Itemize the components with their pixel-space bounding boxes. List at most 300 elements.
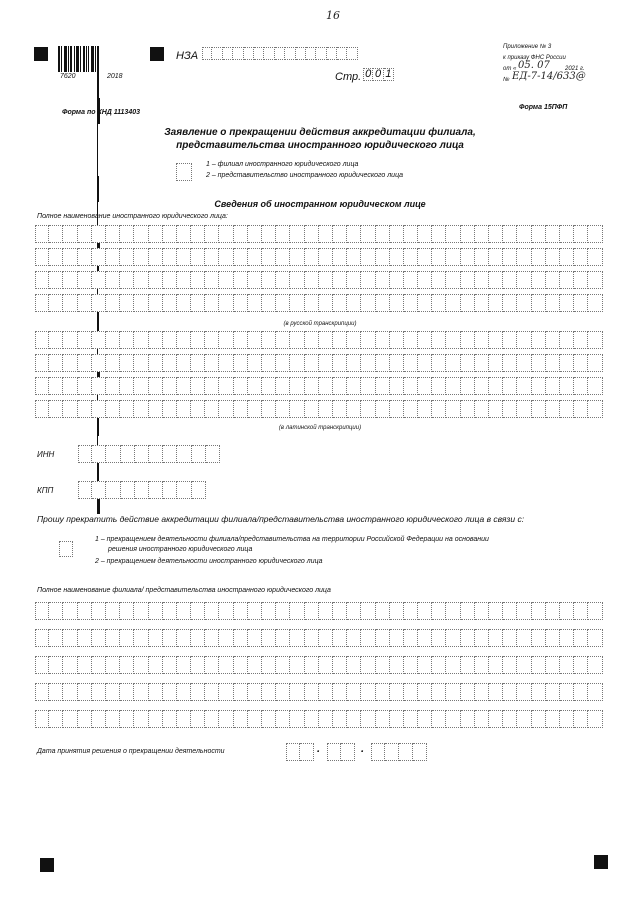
char-cell[interactable] [446,629,460,647]
char-cell[interactable] [418,354,432,372]
char-cell[interactable] [149,377,163,395]
char-cell[interactable] [376,629,390,647]
char-cell[interactable] [35,400,49,418]
char-cell[interactable] [205,683,219,701]
char-cell[interactable] [234,710,248,728]
char-cell[interactable] [234,377,248,395]
char-cell[interactable] [390,629,404,647]
char-cell[interactable] [134,354,148,372]
char-cell[interactable] [532,354,546,372]
char-cell[interactable] [489,354,503,372]
char-cell[interactable] [149,602,163,620]
char-cell[interactable] [234,271,248,289]
char-cell[interactable] [574,400,588,418]
char-cell[interactable] [347,377,361,395]
char-cell[interactable] [446,683,460,701]
date-year-cells[interactable] [371,743,427,761]
char-cell[interactable] [248,354,262,372]
char-cell[interactable] [319,683,333,701]
char-cell[interactable] [347,629,361,647]
char-cell[interactable] [361,331,375,349]
char-cell[interactable] [588,331,602,349]
char-cell[interactable] [149,271,163,289]
char-cell[interactable] [503,602,517,620]
char-cell[interactable] [446,656,460,674]
char-cell[interactable] [234,629,248,647]
char-cell[interactable] [361,354,375,372]
char-cell[interactable] [290,377,304,395]
char-cell[interactable] [305,710,319,728]
char-cell[interactable] [106,445,120,463]
char-cell[interactable] [219,683,233,701]
char-cell[interactable] [234,602,248,620]
char-cell[interactable] [560,656,574,674]
char-cell[interactable] [78,377,92,395]
char-cell[interactable] [489,377,503,395]
char-cell[interactable] [262,248,276,266]
char-cell[interactable] [276,331,290,349]
char-cell[interactable] [560,377,574,395]
char-cell[interactable] [327,743,341,761]
char-cell[interactable] [489,629,503,647]
char-cell[interactable] [588,710,602,728]
char-cell[interactable] [163,400,177,418]
char-cell[interactable] [63,354,77,372]
char-row[interactable] [35,710,603,728]
char-cell[interactable] [333,602,347,620]
char-cell[interactable] [205,294,219,312]
char-cell[interactable] [149,248,163,266]
char-cell[interactable] [276,683,290,701]
char-cell[interactable] [63,225,77,243]
char-cell[interactable] [446,225,460,243]
char-cell[interactable] [134,331,148,349]
char-cell[interactable] [546,225,560,243]
char-cell[interactable] [106,225,120,243]
char-row[interactable] [35,602,603,620]
char-cell[interactable] [149,294,163,312]
char-cell[interactable] [574,629,588,647]
char-cell[interactable] [120,377,134,395]
char-cell[interactable] [390,331,404,349]
char-cell[interactable] [461,354,475,372]
char-cell[interactable] [290,656,304,674]
char-cell[interactable] [517,629,531,647]
char-cell[interactable] [503,271,517,289]
char-cell[interactable] [120,294,134,312]
char-cell[interactable] [78,400,92,418]
char-cell[interactable] [248,400,262,418]
char-cell[interactable] [376,656,390,674]
char-cell[interactable] [333,656,347,674]
char-cell[interactable] [290,225,304,243]
char-cell[interactable] [248,377,262,395]
char-cell[interactable] [163,377,177,395]
char-cell[interactable] [163,294,177,312]
char-cell[interactable] [276,377,290,395]
char-cell[interactable] [248,225,262,243]
char-cell[interactable] [404,602,418,620]
char-cell[interactable] [333,400,347,418]
char-cell[interactable] [149,629,163,647]
char-cell[interactable] [390,225,404,243]
char-cell[interactable] [347,225,361,243]
char-cell[interactable] [517,602,531,620]
char-cell[interactable] [532,602,546,620]
char-cell[interactable] [262,656,276,674]
char-cell[interactable] [574,294,588,312]
char-cell[interactable] [418,377,432,395]
char-cell[interactable] [546,271,560,289]
char-cell[interactable] [432,331,446,349]
char-cell[interactable] [418,400,432,418]
char-cell[interactable] [517,354,531,372]
char-cell[interactable] [262,377,276,395]
char-cell[interactable] [560,294,574,312]
char-cell[interactable] [177,710,191,728]
char-cell[interactable] [177,225,191,243]
char-cell[interactable] [489,710,503,728]
char-cell[interactable] [418,683,432,701]
char-cell[interactable] [49,248,63,266]
char-cell[interactable] [305,602,319,620]
char-cell[interactable] [92,602,106,620]
char-cell[interactable] [248,683,262,701]
char-cell[interactable] [177,377,191,395]
char-cell[interactable] [163,629,177,647]
char-cell[interactable] [106,271,120,289]
char-cell[interactable] [361,602,375,620]
char-cell[interactable] [404,656,418,674]
char-cell[interactable] [446,377,460,395]
char-cell[interactable] [319,271,333,289]
char-cell[interactable] [376,354,390,372]
char-cell[interactable] [305,225,319,243]
char-cell[interactable] [191,331,205,349]
char-cell[interactable] [78,225,92,243]
char-cell[interactable] [305,656,319,674]
char-cell[interactable] [63,331,77,349]
char-cell[interactable] [106,602,120,620]
char-cell[interactable] [49,602,63,620]
char-cell[interactable] [347,354,361,372]
char-cell[interactable] [475,225,489,243]
char-cell[interactable] [532,400,546,418]
char-cell[interactable] [149,683,163,701]
char-cell[interactable] [432,271,446,289]
char-cell[interactable] [63,294,77,312]
char-cell[interactable] [588,377,602,395]
char-cell[interactable] [333,294,347,312]
char-cell[interactable] [205,331,219,349]
char-row[interactable] [35,248,603,266]
char-cell[interactable] [163,445,177,463]
char-cell[interactable] [276,400,290,418]
char-cell[interactable] [276,710,290,728]
char-cell[interactable] [177,354,191,372]
char-cell[interactable] [333,683,347,701]
char-cell[interactable] [234,400,248,418]
char-cell[interactable] [248,710,262,728]
char-cell[interactable] [92,377,106,395]
char-cell[interactable] [560,629,574,647]
char-cell[interactable] [418,248,432,266]
char-cell[interactable] [163,248,177,266]
char-cell[interactable] [35,710,49,728]
char-cell[interactable] [418,710,432,728]
char-cell[interactable] [446,710,460,728]
char-cell[interactable] [163,225,177,243]
char-cell[interactable] [574,331,588,349]
char-cell[interactable] [120,602,134,620]
char-cell[interactable] [49,354,63,372]
char-cell[interactable] [49,656,63,674]
char-cell[interactable] [205,225,219,243]
char-cell[interactable] [234,294,248,312]
char-cell[interactable] [300,743,314,761]
char-cell[interactable] [361,400,375,418]
char-row[interactable] [35,400,603,418]
char-cell[interactable] [461,629,475,647]
char-row[interactable] [35,225,603,243]
char-cell[interactable] [418,271,432,289]
char-cell[interactable] [248,602,262,620]
char-cell[interactable] [446,248,460,266]
char-cell[interactable] [163,331,177,349]
char-cell[interactable] [191,294,205,312]
char-cell[interactable] [106,683,120,701]
char-cell[interactable] [503,656,517,674]
char-cell[interactable] [390,710,404,728]
char-cell[interactable] [404,294,418,312]
char-cell[interactable] [134,377,148,395]
char-cell[interactable] [134,602,148,620]
char-cell[interactable] [177,248,191,266]
char-cell[interactable] [234,354,248,372]
char-cell[interactable] [503,331,517,349]
char-cell[interactable] [376,294,390,312]
char-cell[interactable] [319,354,333,372]
char-cell[interactable] [574,354,588,372]
char-cell[interactable] [319,629,333,647]
char-cell[interactable] [92,225,106,243]
char-cell[interactable] [92,683,106,701]
char-cell[interactable] [262,354,276,372]
char-cell[interactable] [390,683,404,701]
char-cell[interactable] [78,481,92,499]
char-cell[interactable] [106,629,120,647]
char-cell[interactable] [205,271,219,289]
char-cell[interactable] [319,331,333,349]
char-cell[interactable] [517,377,531,395]
char-cell[interactable] [503,683,517,701]
char-cell[interactable] [120,629,134,647]
char-cell[interactable] [78,445,92,463]
char-cell[interactable] [120,710,134,728]
char-cell[interactable] [49,629,63,647]
char-cell[interactable] [517,294,531,312]
char-cell[interactable] [432,248,446,266]
char-cell[interactable] [347,710,361,728]
char-cell[interactable] [399,743,413,761]
char-cell[interactable] [120,331,134,349]
char-cell[interactable] [546,377,560,395]
char-cell[interactable] [92,710,106,728]
char-cell[interactable] [432,710,446,728]
char-cell[interactable] [390,602,404,620]
char-cell[interactable] [234,656,248,674]
char-cell[interactable] [475,400,489,418]
char-cell[interactable] [446,602,460,620]
char-cell[interactable] [262,683,276,701]
char-cell[interactable] [461,294,475,312]
char-cell[interactable] [560,331,574,349]
date-month-cells[interactable] [327,743,355,761]
char-cell[interactable] [219,331,233,349]
char-cell[interactable] [35,377,49,395]
char-cell[interactable] [376,271,390,289]
char-cell[interactable] [120,225,134,243]
char-cell[interactable] [461,710,475,728]
char-cell[interactable] [35,629,49,647]
char-cell[interactable] [234,225,248,243]
char-cell[interactable] [63,683,77,701]
char-cell[interactable] [149,400,163,418]
char-cell[interactable] [390,354,404,372]
char-cell[interactable] [219,602,233,620]
char-cell[interactable] [177,294,191,312]
char-cell[interactable] [248,248,262,266]
char-cell[interactable] [191,656,205,674]
char-cell[interactable] [418,225,432,243]
char-cell[interactable] [475,294,489,312]
char-cell[interactable] [532,271,546,289]
char-cell[interactable] [248,294,262,312]
char-cell[interactable] [461,271,475,289]
char-cell[interactable] [390,400,404,418]
char-cell[interactable] [588,354,602,372]
char-cell[interactable] [191,271,205,289]
char-cell[interactable] [489,400,503,418]
char-cell[interactable] [347,683,361,701]
char-cell[interactable] [290,248,304,266]
char-cell[interactable] [134,271,148,289]
char-cell[interactable] [475,248,489,266]
char-cell[interactable] [262,629,276,647]
char-cell[interactable] [106,656,120,674]
char-cell[interactable] [92,481,106,499]
char-cell[interactable] [532,710,546,728]
char-cell[interactable] [517,248,531,266]
char-cell[interactable] [276,629,290,647]
char-cell[interactable] [106,400,120,418]
char-cell[interactable] [319,377,333,395]
char-cell[interactable] [177,331,191,349]
char-cell[interactable] [489,271,503,289]
char-cell[interactable] [63,377,77,395]
char-cell[interactable] [78,656,92,674]
char-cell[interactable] [503,629,517,647]
char-cell[interactable] [475,271,489,289]
char-cell[interactable] [475,377,489,395]
char-cell[interactable] [120,683,134,701]
char-cell[interactable] [290,294,304,312]
char-cell[interactable] [489,683,503,701]
char-cell[interactable] [191,248,205,266]
char-cell[interactable] [163,656,177,674]
char-cell[interactable] [286,743,300,761]
char-cell[interactable] [560,602,574,620]
char-cell[interactable] [517,225,531,243]
char-cell[interactable] [319,710,333,728]
char-cell[interactable] [92,331,106,349]
char-cell[interactable] [341,743,355,761]
char-cell[interactable] [574,710,588,728]
char-cell[interactable] [347,400,361,418]
char-cell[interactable] [191,354,205,372]
char-cell[interactable] [517,331,531,349]
char-cell[interactable] [319,602,333,620]
char-cell[interactable] [78,602,92,620]
char-cell[interactable] [588,629,602,647]
char-cell[interactable] [588,294,602,312]
char-cell[interactable] [106,331,120,349]
char-cell[interactable] [276,248,290,266]
char-cell[interactable] [475,354,489,372]
char-cell[interactable] [390,271,404,289]
char-cell[interactable] [63,602,77,620]
char-cell[interactable] [121,481,135,499]
char-cell[interactable] [205,248,219,266]
char-cell[interactable] [489,656,503,674]
char-cell[interactable] [446,271,460,289]
char-cell[interactable] [63,400,77,418]
char-cell[interactable] [503,225,517,243]
char-cell[interactable] [262,294,276,312]
char-cell[interactable] [489,225,503,243]
kpp-cells[interactable] [78,481,206,499]
char-cell[interactable] [333,629,347,647]
char-cell[interactable] [63,271,77,289]
char-cell[interactable] [276,225,290,243]
char-cell[interactable] [205,377,219,395]
char-cell[interactable] [446,400,460,418]
char-row[interactable] [35,656,603,674]
char-cell[interactable] [347,656,361,674]
char-cell[interactable] [432,629,446,647]
char-cell[interactable] [78,354,92,372]
char-cell[interactable] [532,629,546,647]
char-cell[interactable] [106,377,120,395]
char-cell[interactable] [461,225,475,243]
char-cell[interactable] [106,481,120,499]
char-cell[interactable] [574,225,588,243]
char-cell[interactable] [205,629,219,647]
char-cell[interactable] [78,294,92,312]
char-cell[interactable] [35,683,49,701]
char-cell[interactable] [49,225,63,243]
char-cell[interactable] [49,294,63,312]
char-row[interactable] [35,354,603,372]
char-cell[interactable] [347,331,361,349]
char-cell[interactable] [177,656,191,674]
char-cell[interactable] [361,683,375,701]
char-cell[interactable] [78,271,92,289]
char-cell[interactable] [191,602,205,620]
char-cell[interactable] [574,656,588,674]
char-cell[interactable] [35,294,49,312]
char-cell[interactable] [432,354,446,372]
